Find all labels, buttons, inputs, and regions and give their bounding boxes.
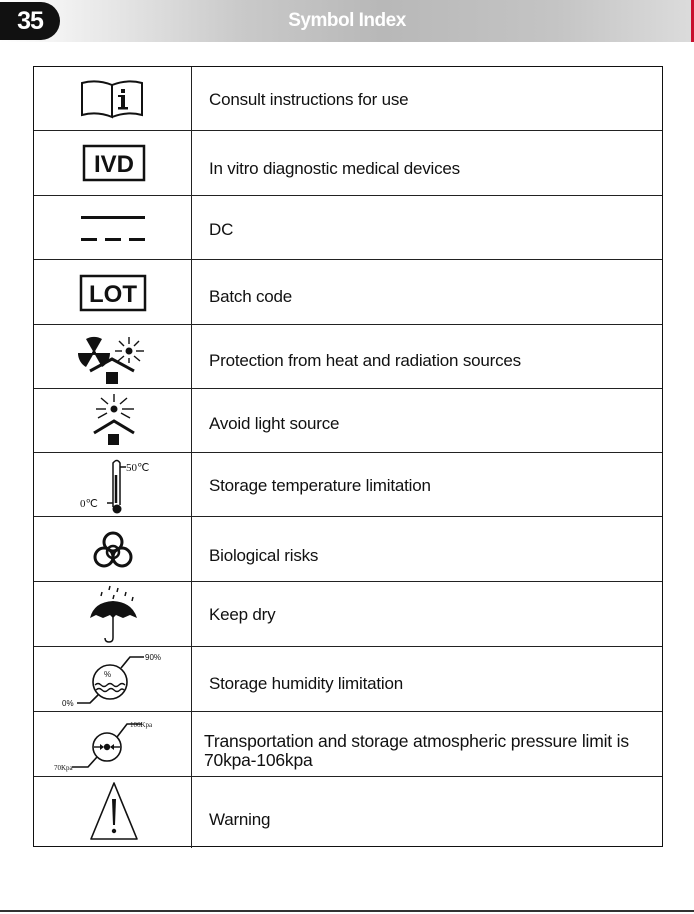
icon-cell bbox=[34, 389, 192, 452]
table-row bbox=[34, 389, 662, 453]
table-row bbox=[34, 582, 662, 647]
symbol-description: Keep dry bbox=[209, 605, 276, 624]
lot-icon bbox=[34, 260, 192, 325]
table-row bbox=[34, 260, 662, 325]
symbol-description: Warning bbox=[209, 810, 271, 829]
pressure-limit-icon bbox=[34, 712, 192, 777]
table-row bbox=[34, 712, 662, 777]
symbol-description-line: 70kpa-106kpa bbox=[204, 750, 313, 770]
svg-text:0℃: 0℃ bbox=[80, 498, 98, 510]
temperature-limit-icon bbox=[34, 453, 192, 517]
page-header bbox=[0, 0, 694, 42]
page-title: Symbol Index bbox=[288, 10, 406, 31]
symbol-description: Consult instructions for use bbox=[209, 90, 409, 109]
humidity-limit-icon bbox=[34, 647, 192, 712]
icon-cell bbox=[34, 517, 192, 581]
icon-cell bbox=[34, 582, 192, 646]
page-number: 35 bbox=[0, 2, 60, 40]
table-row bbox=[34, 777, 662, 848]
table-row bbox=[34, 325, 662, 389]
svg-text:LOT: LOT bbox=[89, 281, 137, 308]
footer-divider bbox=[0, 910, 694, 912]
icon-cell bbox=[34, 131, 192, 195]
consult-instructions-icon bbox=[34, 67, 192, 131]
table-row bbox=[34, 67, 662, 131]
icon-cell bbox=[34, 453, 192, 516]
svg-text:70Kpa: 70Kpa bbox=[54, 764, 73, 772]
symbol-description-line: Transportation and storage atmospheric pressure limit is bbox=[204, 731, 629, 751]
icon-cell bbox=[34, 325, 192, 388]
icon-cell bbox=[34, 777, 192, 848]
svg-text:%: % bbox=[104, 670, 112, 679]
symbol-description: Avoid light source bbox=[209, 414, 340, 433]
ivd-icon bbox=[34, 131, 192, 196]
warning-icon bbox=[34, 777, 192, 848]
symbol-table bbox=[33, 66, 663, 847]
symbol-description: Protection from heat and radiation sources bbox=[209, 351, 521, 370]
symbol-description: Storage humidity limitation bbox=[209, 674, 403, 693]
icon-cell bbox=[34, 196, 192, 259]
dc-icon bbox=[34, 196, 192, 260]
icon-cell bbox=[34, 712, 192, 776]
svg-text:106Kpa: 106Kpa bbox=[130, 721, 153, 729]
keep-dry-icon bbox=[34, 582, 192, 647]
symbol-description: In vitro diagnostic medical devices bbox=[209, 159, 460, 178]
icon-cell bbox=[34, 67, 192, 130]
svg-text:50℃: 50℃ bbox=[126, 462, 150, 474]
icon-cell bbox=[34, 260, 192, 324]
heat-radiation-protection-icon bbox=[34, 325, 192, 389]
svg-text:IVD: IVD bbox=[93, 151, 135, 178]
symbol-description bbox=[204, 732, 654, 770]
table-row bbox=[34, 647, 662, 712]
svg-text:0%: 0% bbox=[62, 699, 74, 708]
table-row bbox=[34, 517, 662, 582]
avoid-light-icon bbox=[34, 389, 192, 453]
symbol-description: Batch code bbox=[209, 287, 293, 306]
table-row bbox=[34, 131, 662, 196]
symbol-description: DC bbox=[209, 220, 234, 239]
symbol-description: Biological risks bbox=[209, 546, 319, 565]
icon-cell bbox=[34, 647, 192, 711]
svg-text:90%: 90% bbox=[145, 653, 162, 662]
table-row bbox=[34, 453, 662, 517]
table-row bbox=[34, 196, 662, 260]
biohazard-icon bbox=[34, 517, 192, 582]
symbol-description: Storage temperature limitation bbox=[209, 476, 431, 495]
